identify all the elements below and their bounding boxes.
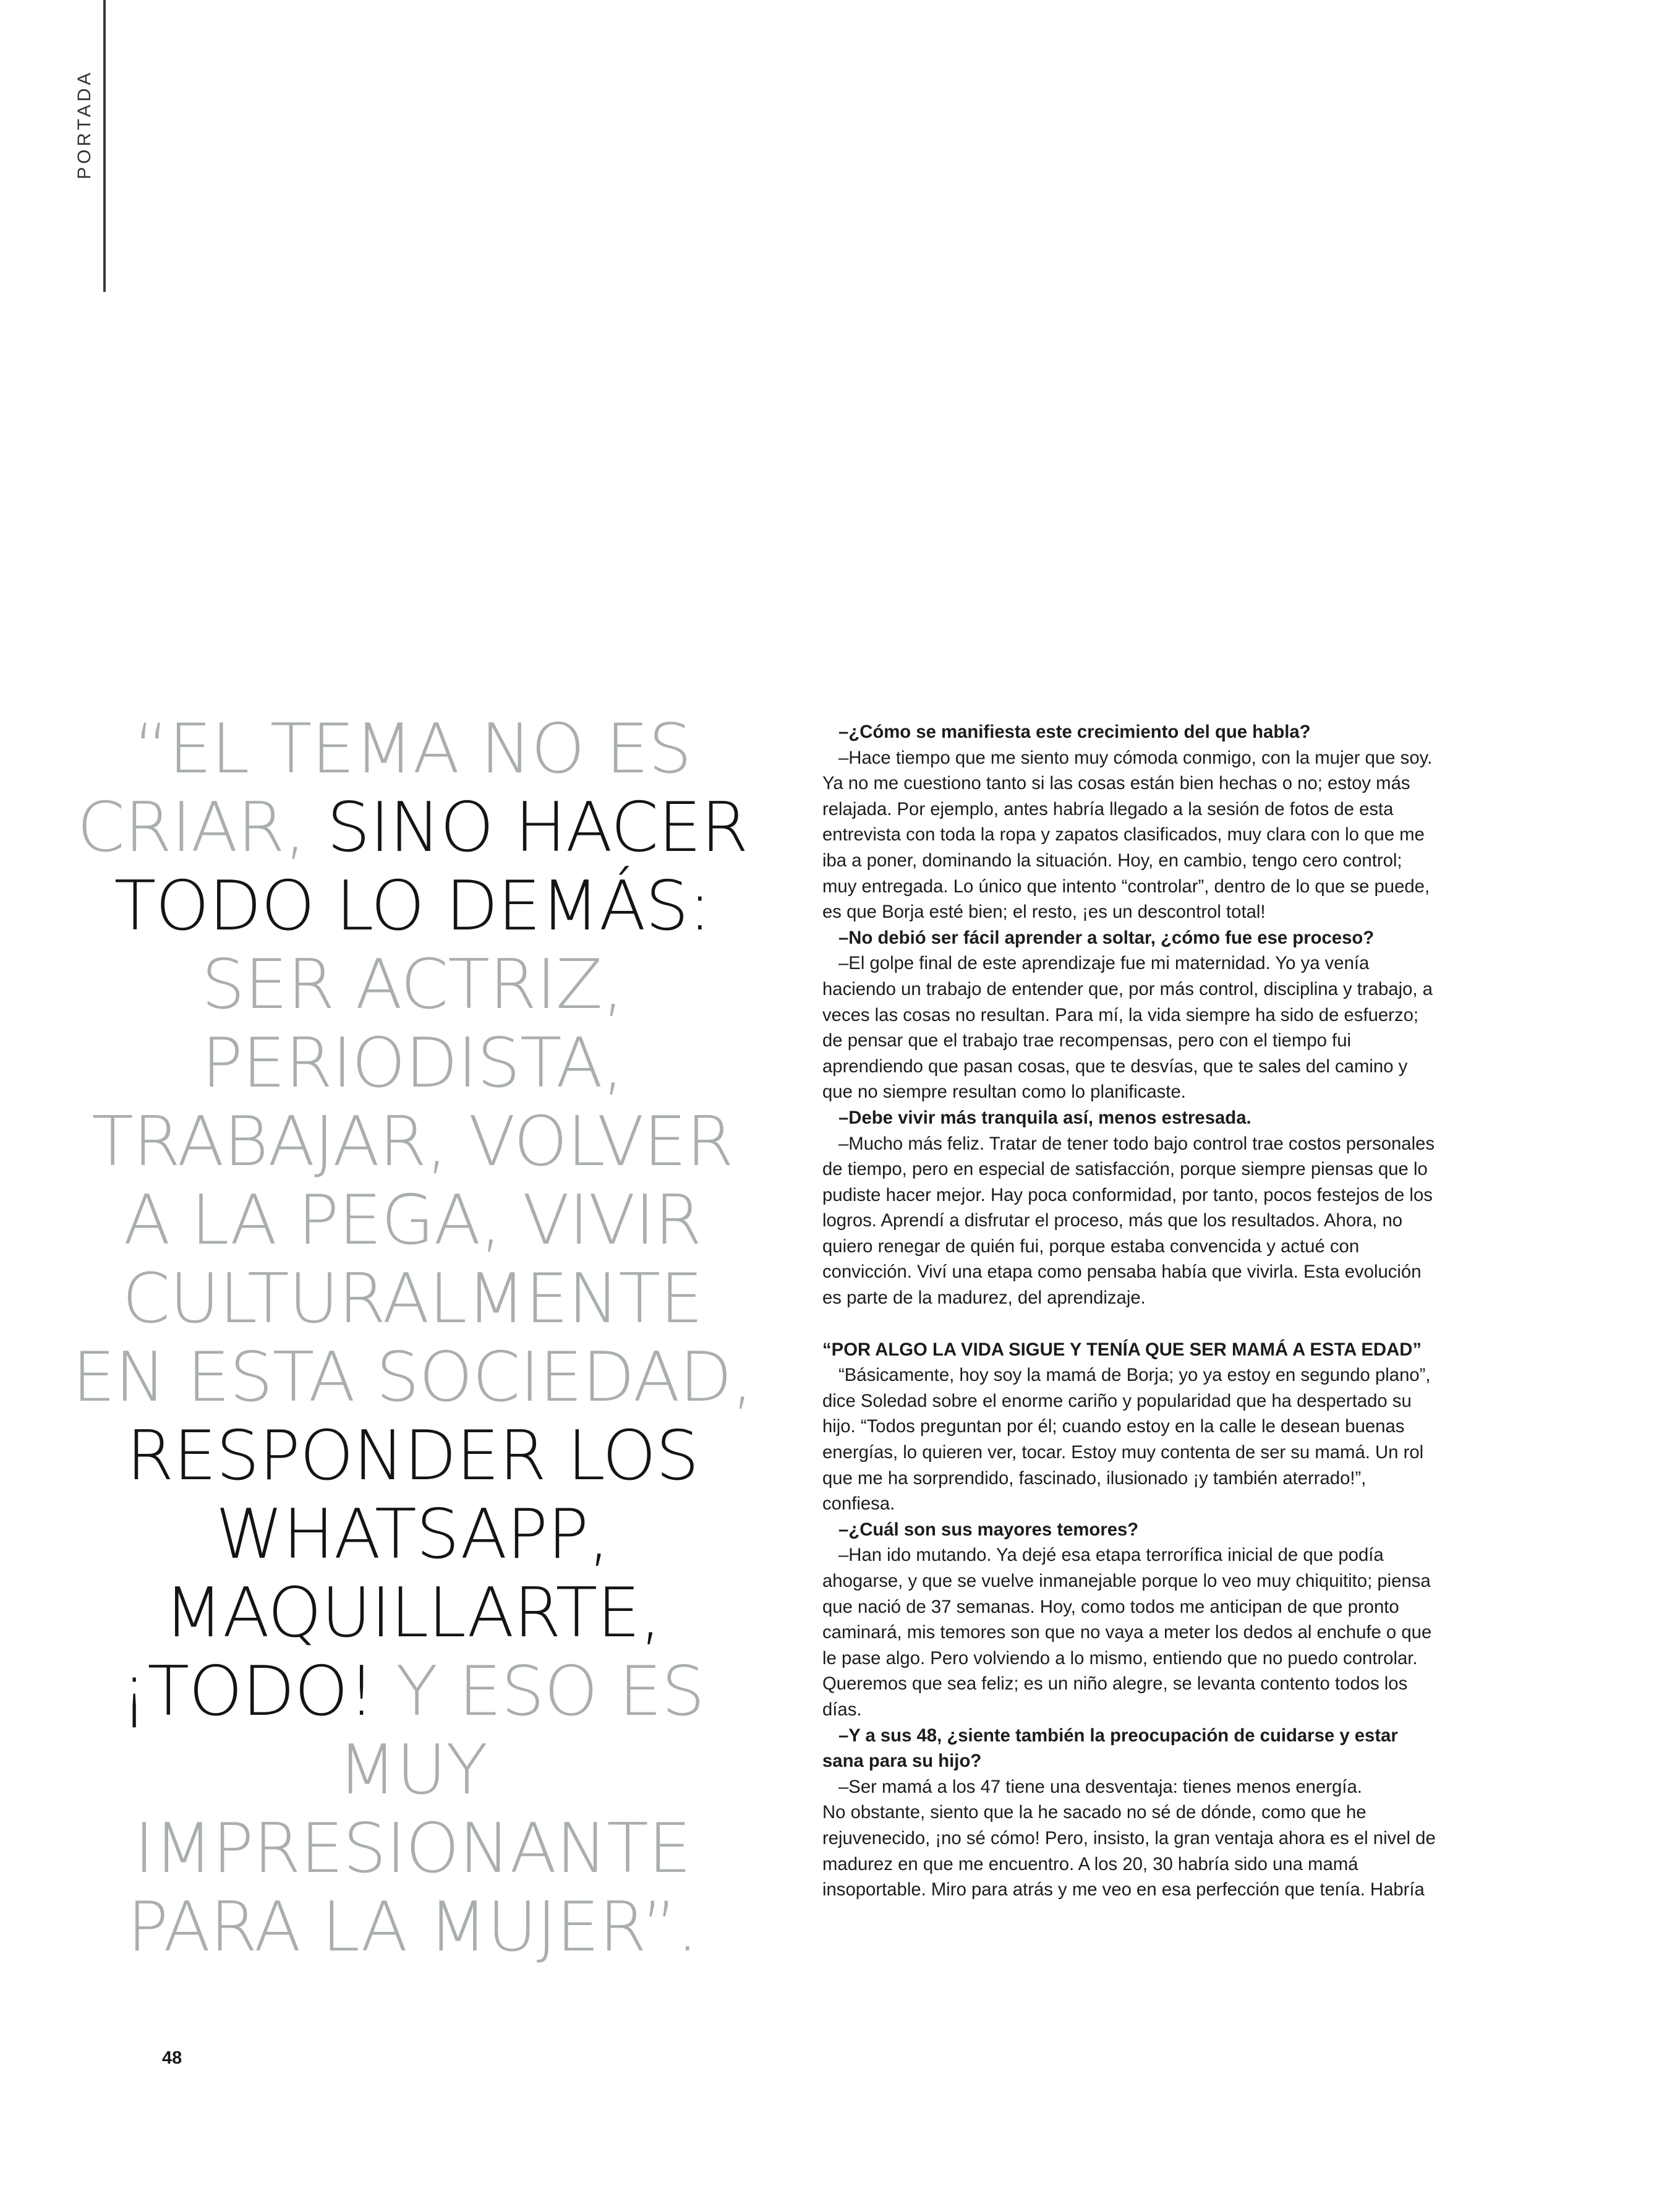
interview-answer: –Mucho más feliz. Tratar de tener todo bajo control trae costos personales de tiempo, pero en especial de satisfacción, porque siempre piensas que lo pudiste hacer mejor. Hay poca conformidad, por tanto, pocos festejos de los logros. Aprendí a disfrutar el proceso, más que los resultados. Ahora, no quiero renegar de quién fui, porque estaba convencida y actué con convicción. Viví una etapa como pensaba había que vivirla. Esta evolución es parte de la madurez, del aprendizaje. xyxy=(822,1133,1435,1309)
interview-answer: –Ser mamá a los 47 tiene una desventaja: tienes menos energía. xyxy=(838,1776,1362,1797)
pull-quote-part-4: RESPONDER LOS WHATSAPP, MAQUILLARTE, ¡TODO! xyxy=(120,1416,699,1732)
interview-answer: –Han ido mutando. Ya dejé esa etapa terrorífica inicial de que podía ahogarse, y que se vuelve inmanejable porque lo veo muy chiquitito; piensa que nació de 37 semanas. Hoy, como todos me anticipan de que pronto caminará, mis temores son que no vaya a meter los dedos al enchufe o que le pase algo. Pero volviendo a lo mismo, entiendo que no puedo controlar. Queremos que sea feliz; es un niño alegre, se levanta contento todos los días. xyxy=(822,1545,1432,1720)
interview-question: –Debe vivir más tranquila así, menos estresada. xyxy=(838,1107,1251,1128)
interview-question: –¿Cuál son sus mayores temores? xyxy=(838,1519,1139,1540)
interview-answer: –Hace tiempo que me siento muy cómoda conmigo, con la mujer que soy. Ya no me cuestiono tanto si las cosas están bien hechas o no; estoy más relajada. Por ejemplo, antes habría llegado a la sesión de fotos de esta entrevista con toda la ropa y zapatos clasificados, muy clara con lo que me iba a poner, dominando la situación. Hoy, en cambio, tengo cero control; muy entregada. Lo único que intento “controlar”, dentro de lo que se puede, es que Borja esté bien; el resto, ¡es un descontrol total! xyxy=(822,747,1433,923)
interview-question: –¿Cómo se manifiesta este crecimiento del que habla? xyxy=(838,722,1311,742)
section-rule xyxy=(103,0,106,292)
interview-question: –Y a sus 48, ¿siente también la preocupación de cuidarse y estar sana para su hijo? xyxy=(822,1725,1398,1772)
pull-quote-part-2: SINO HACER TODO LO DEMÁS: xyxy=(114,788,748,946)
section-subheading: “POR ALGO LA VIDA SIGUE Y TENÍA QUE SER MAMÁ A ESTA EDAD” xyxy=(822,1339,1422,1360)
article-paragraph: “Básicamente, hoy soy la mamá de Borja; yo ya estoy en segundo plano”, dice Soledad sobre el enorme cariño y popularidad que ha despertado su hijo. “Todos preguntan por él; cuando estoy en la calle le desean buenas energías, lo quieren ver, tocar. Estoy muy contenta de ser su mamá. Un rol que me ha sorprendido, fascinado, ilusionado ¡y también aterrado!”, confiesa. xyxy=(822,1365,1431,1514)
pull-quote-part-5: Y ESO ES MUY IMPRESIONANTE PARA LA MUJER”. xyxy=(127,1652,705,1967)
section-label: PORTADA xyxy=(74,69,95,179)
interview-answer: –El golpe final de este aprendizaje fue mi maternidad. Yo ya venía haciendo un trabajo de entender que, por más control, disciplina y trabajo, a veces las cosas no resultan. Para mí, la vida siempre ha sido de esfuerzo; de pensar que el trabajo trae recompensas, pero con el tiempo fui aprendiendo que pasan cosas, que te desvías, que te sales del camino y que no siempre resultan como lo planificaste. xyxy=(822,953,1433,1103)
pull-quote-part-3: SER ACTRIZ, PERIODISTA, TRABAJAR, VOLVER A LA PEGA, VIVIR CULTURALMENTE EN ESTA SOCIEDAD, xyxy=(72,945,753,1417)
pull-quote xyxy=(69,710,756,1967)
interview-question: –No debió ser fácil aprender a soltar, ¿cómo fue ese proceso? xyxy=(838,927,1375,948)
article-body xyxy=(822,719,1441,1903)
page-number: 48 xyxy=(162,2048,182,2068)
article-paragraph: No obstante, siento que la he sacado no sé de dónde, como que he rejuvenecido, ¡no sé cómo! Pero, insisto, la gran ventaja ahora es el nivel de madurez en que me encuentro. A los 20, 30 habría sido una mamá insoportable. Miro para atrás y me veo en esa perfección que tenía. Habría xyxy=(822,1802,1436,1900)
pull-quote-part-1: “EL TEMA NO ES CRIAR, xyxy=(77,709,691,868)
